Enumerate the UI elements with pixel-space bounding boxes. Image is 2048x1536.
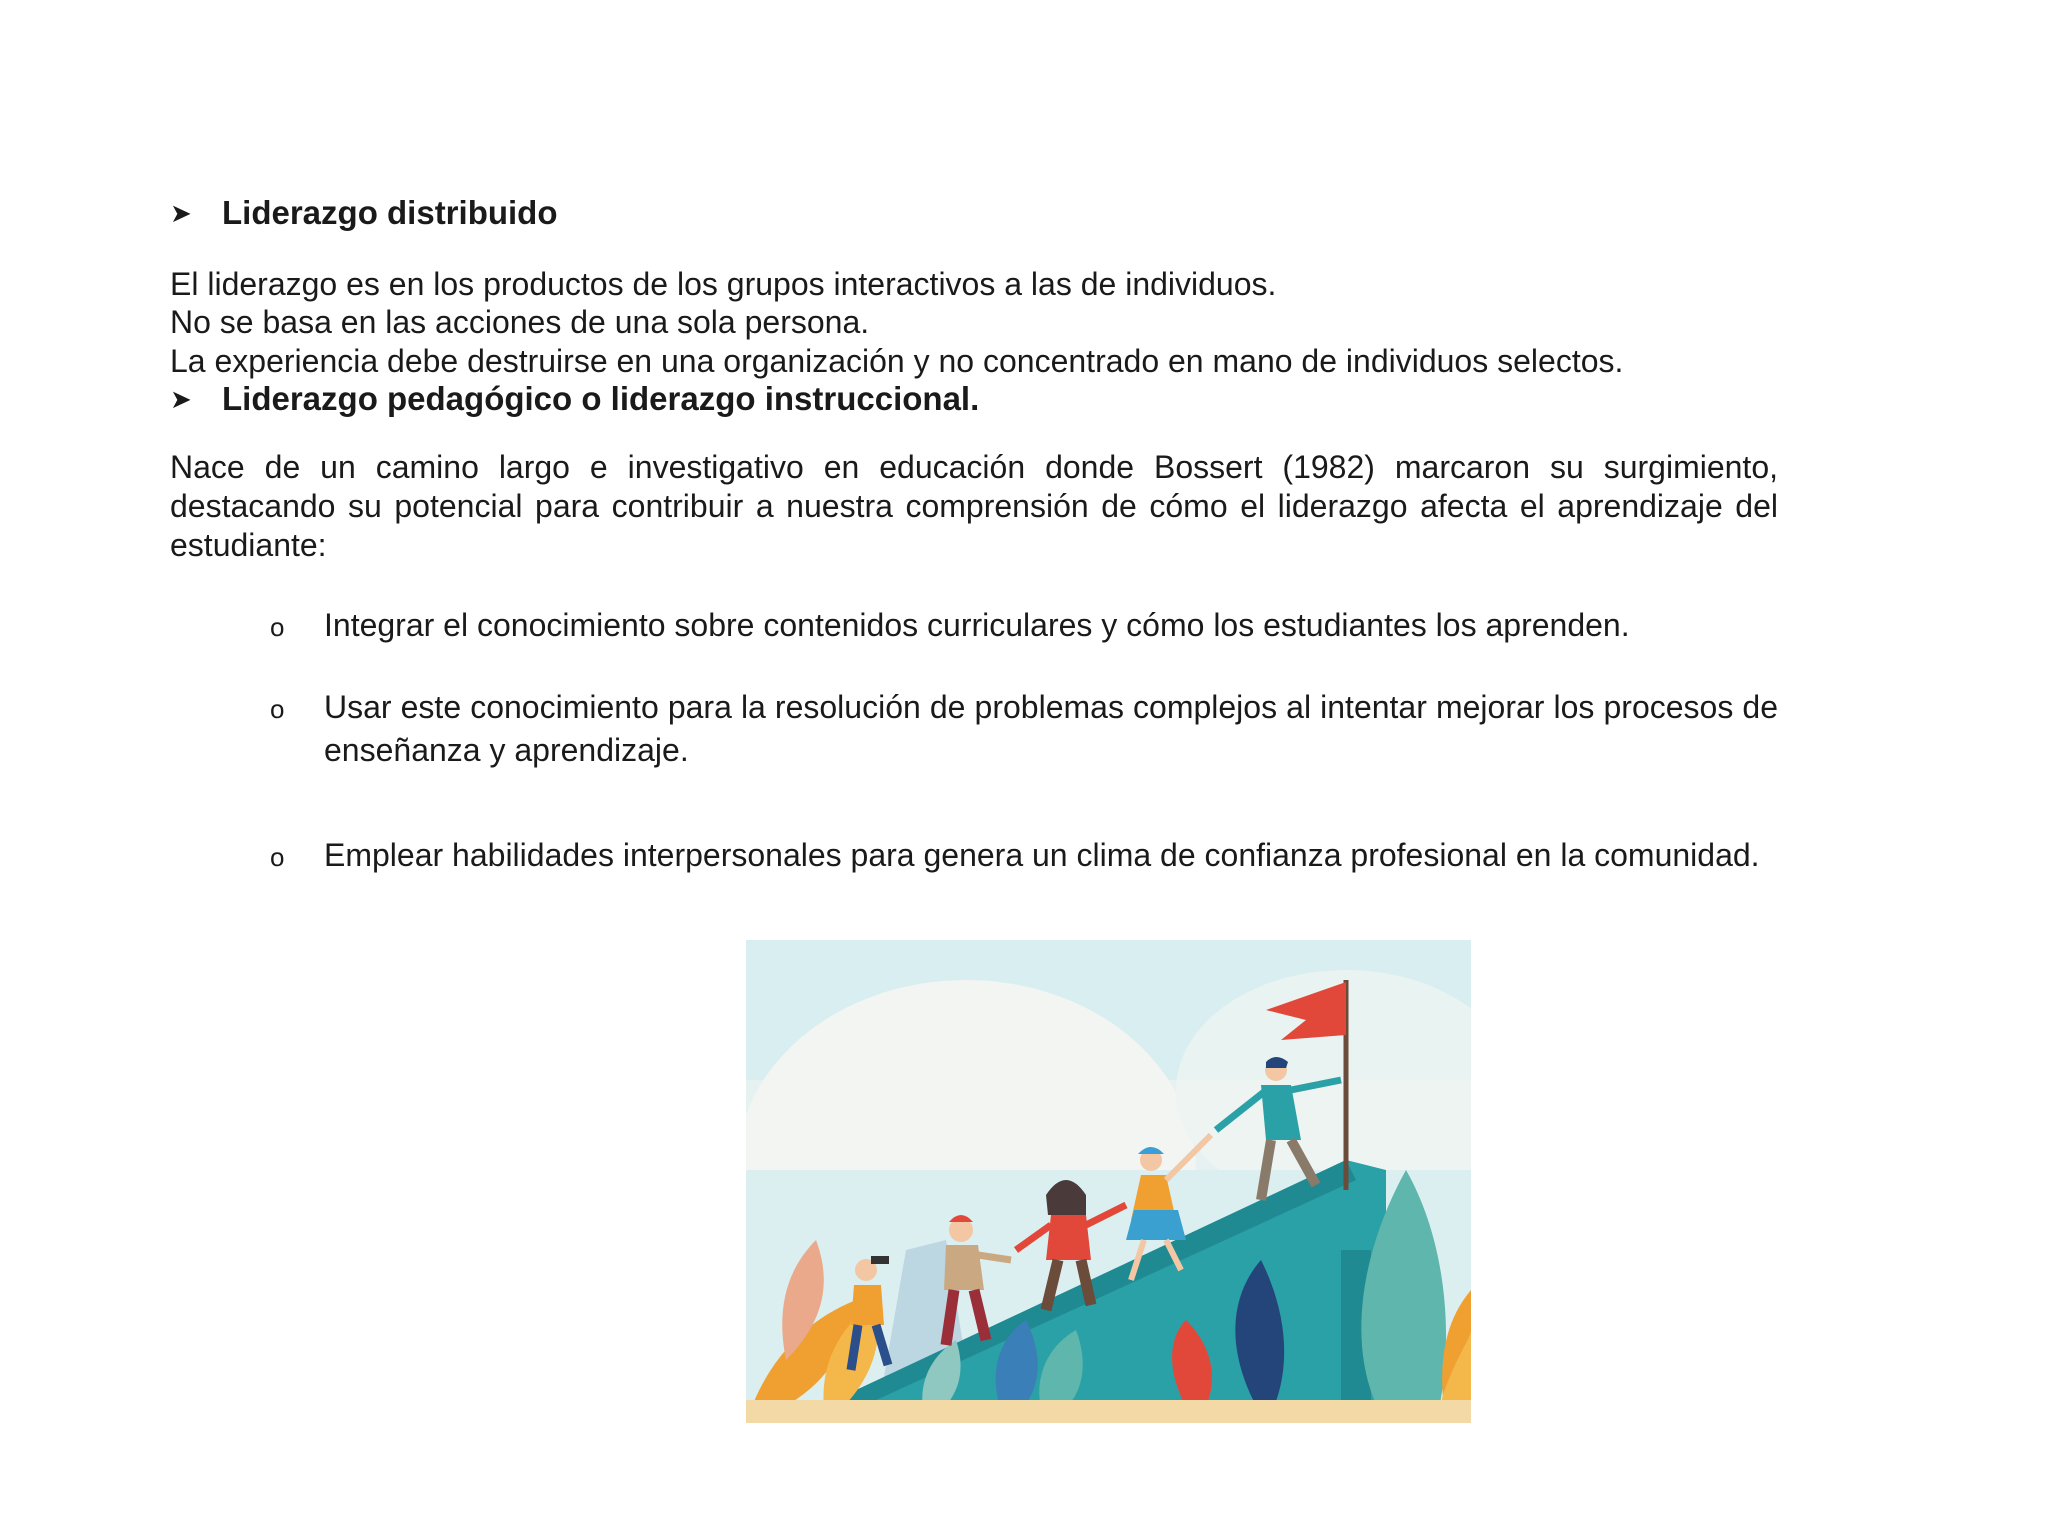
section-heading-liderazgo-pedagogico: [170, 380, 979, 418]
list-item-text: Emplear habilidades interpersonales para genera un clima de confianza profesional en la comunidad.: [324, 837, 1760, 873]
list-item-text: Integrar el conocimiento sobre contenidos curriculares y cómo los estudiantes los aprenden.: [324, 607, 1630, 643]
circle-bullet-icon: o: [270, 842, 285, 872]
section-heading-liderazgo-distribuido: [170, 194, 558, 232]
arrow-bullet-icon: ➤: [170, 197, 192, 228]
team-climbing-to-flag-illustration: [746, 940, 1471, 1423]
section-heading-text: Liderazgo pedagógico o liderazgo instruccional.: [222, 380, 980, 417]
body-line-2: No se basa en las acciones de una sola persona.: [170, 304, 870, 340]
body-line-3: La experiencia debe destruirse en una organización y no concentrado en mano de individuos selectos.: [170, 343, 1624, 379]
team-climbing-illustration: [746, 940, 1471, 1423]
circle-bullet-icon: o: [270, 694, 285, 724]
arrow-bullet-icon: ➤: [170, 383, 192, 414]
list-item-text: Usar este conocimiento para la resolución de problemas complejos al intentar mejorar los procesos de enseñanza y aprendizaje.: [324, 689, 1778, 768]
list-item: [270, 686, 1778, 772]
circle-bullet-icon: o: [270, 612, 285, 642]
section-heading-text: Liderazgo distribuido: [222, 194, 558, 231]
list-item: [270, 834, 1778, 879]
body-line-1: El liderazgo es en los productos de los grupos interactivos a las de individuos.: [170, 266, 1277, 302]
list-item: [270, 604, 1778, 649]
intro-paragraph: Nace de un camino largo e investigativo en educación donde Bossert (1982) marcaron su surgimiento, destacando su potencial para contribuir a nuestra comprensión de cómo el liderazgo afecta el aprendizaje del estudiante:: [170, 449, 1778, 563]
